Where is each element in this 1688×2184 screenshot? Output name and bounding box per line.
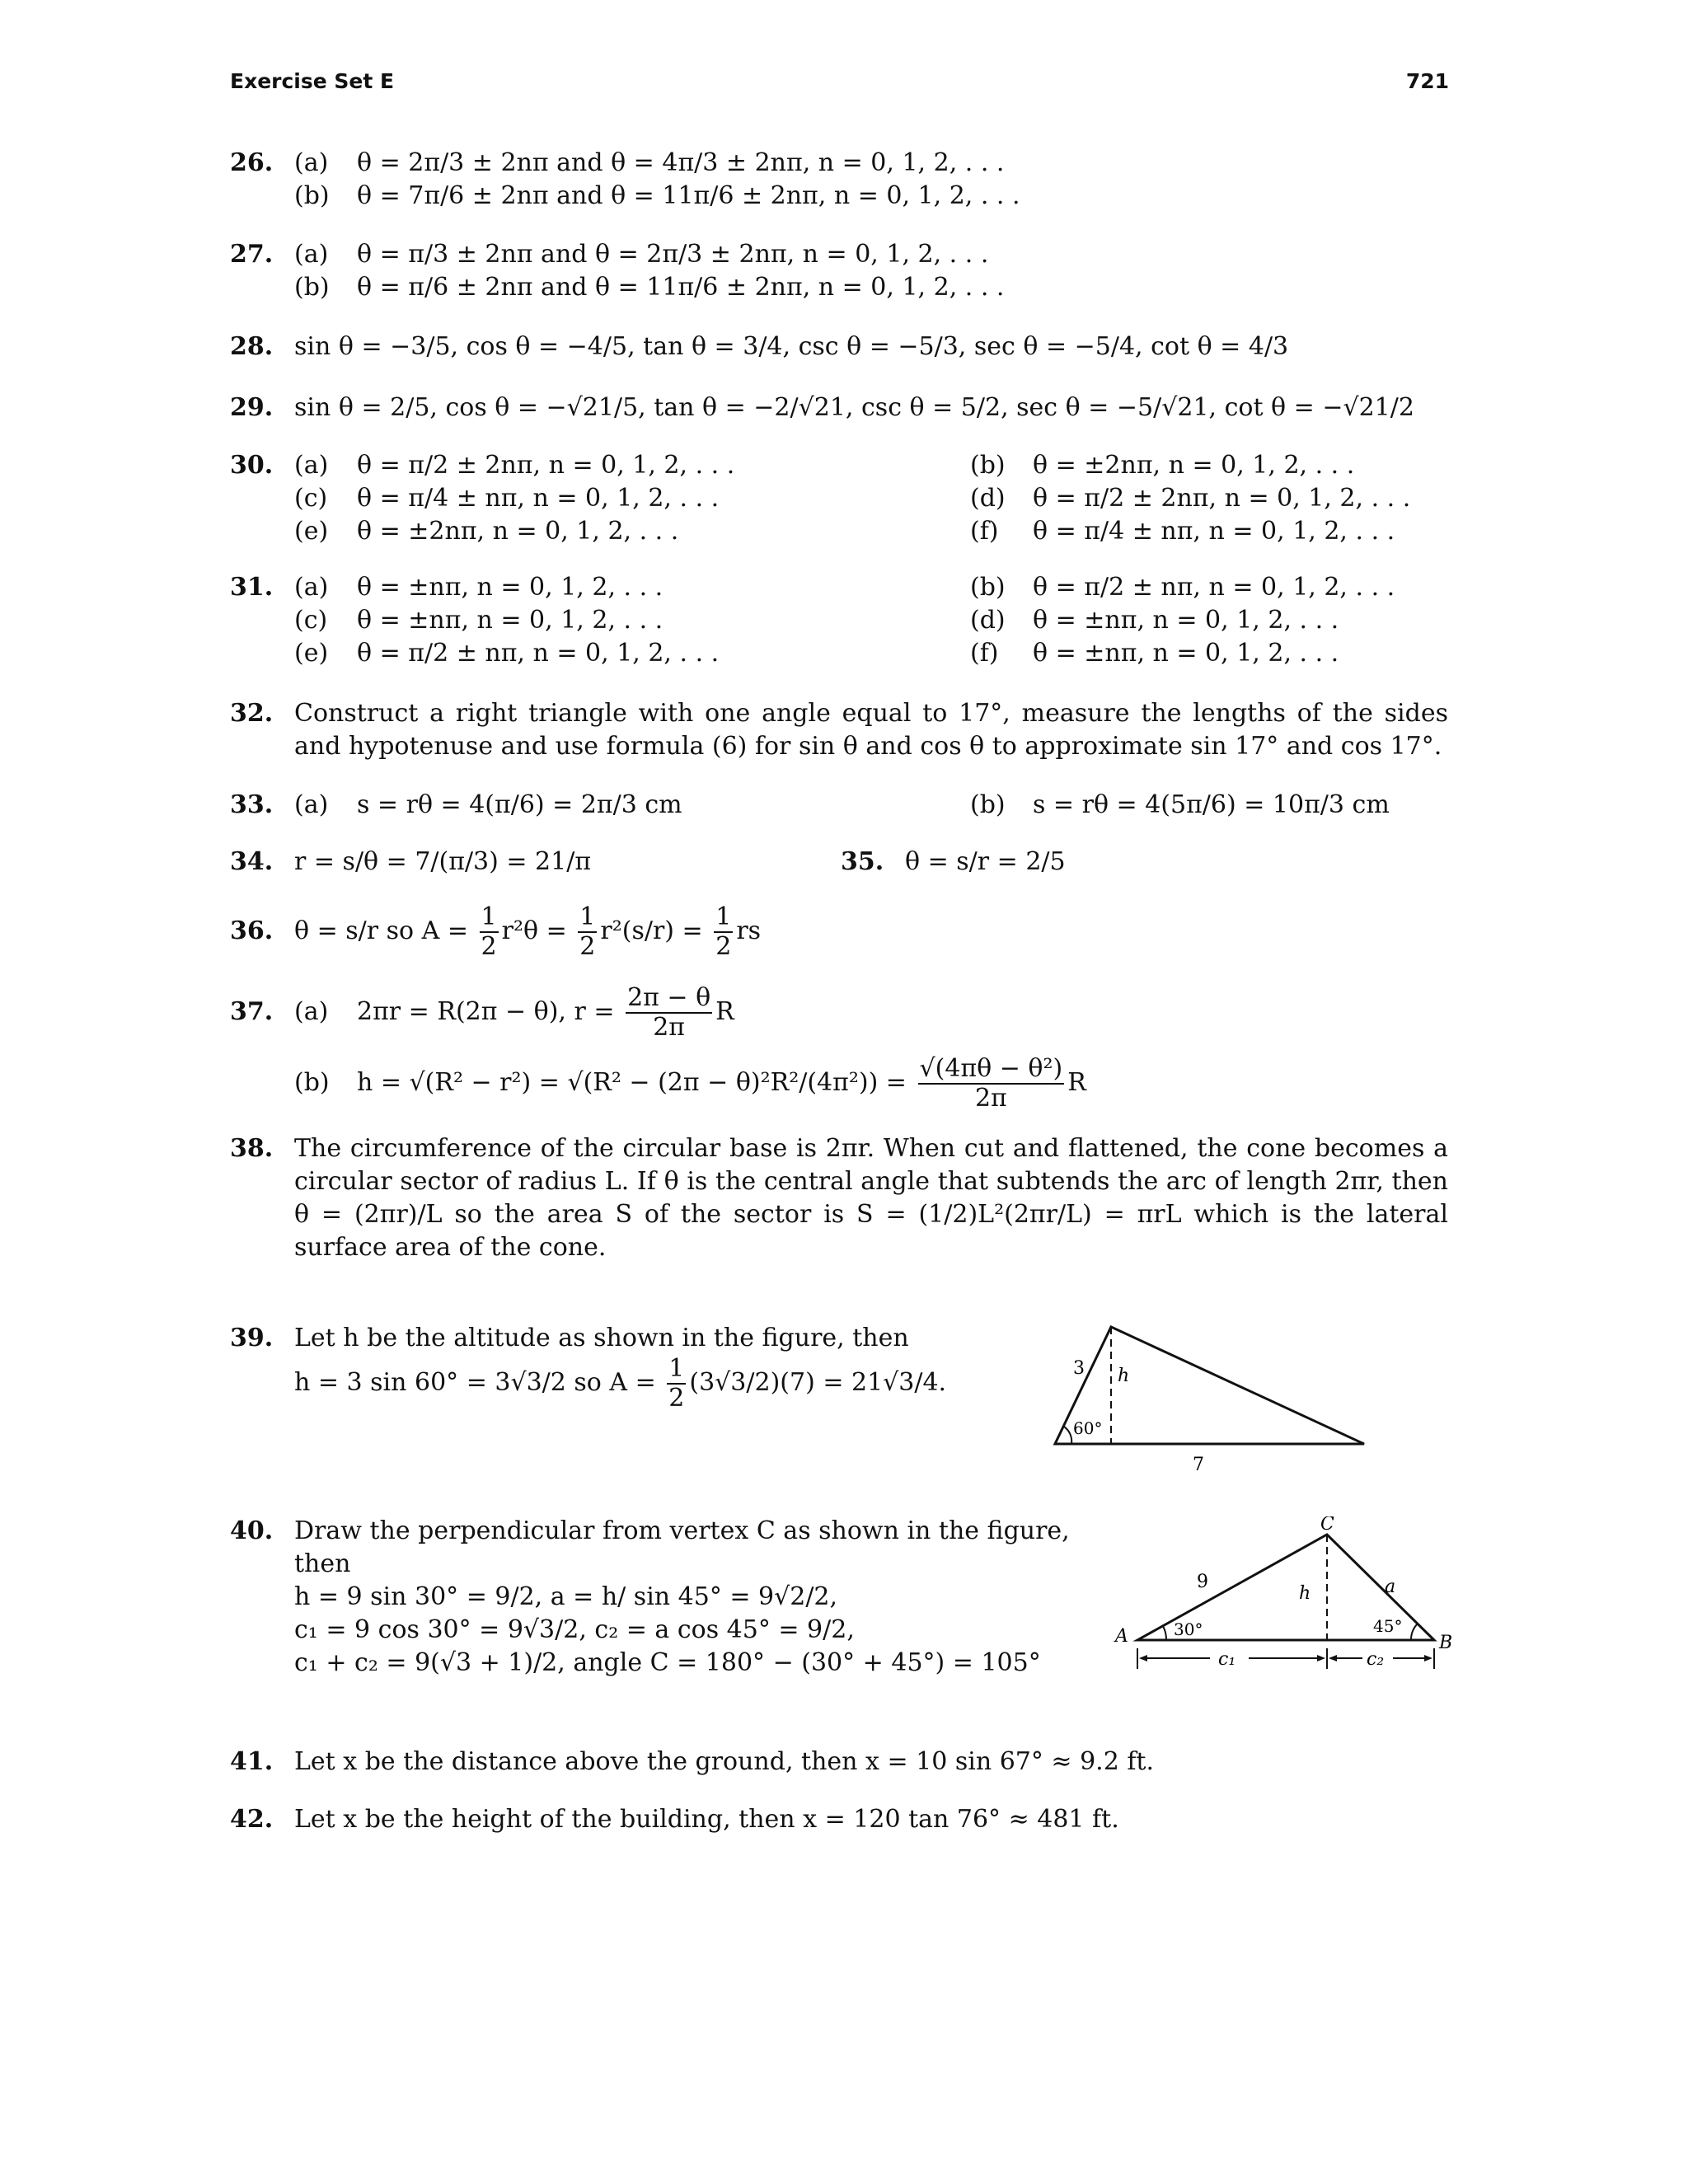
equation-part: (3√3/2)(7) = 21√3/4. [689,1368,947,1397]
exercise-number: 30. [230,451,274,480]
part-label: (a) [294,148,329,177]
angle-arc-B [1411,1624,1418,1640]
exercise-body [294,147,1448,213]
fraction: $\frac{\text{√(4πθ − θ²)}}{2\pi}$ [919,1054,1063,1113]
answer-text: θ = ±nπ, n = 0, 1, 2, . . . [357,606,663,635]
part-label: (f) [970,517,999,546]
part-label: (c) [294,484,328,513]
answer-text: c₁ + c₂ = 9(√3 + 1)/2, angle C = 180° − (30° + 45°) = 105° [294,1648,1041,1677]
fraction: $\frac{1}{2}$ [481,902,497,961]
equation-part: θ = s/r so A = [294,916,468,945]
exercise-31 [230,571,1450,670]
equation-part: 2πr = R(2π − θ), r = [357,997,615,1026]
part-label: (a) [294,997,329,1026]
exercise-number: 28. [230,332,274,361]
exercise-number: 40. [230,1516,274,1545]
fraction: $\frac{1}{2}$ [668,1354,685,1413]
section-title: Exercise Set E [230,69,395,93]
exercise-number: 38. [230,1134,274,1163]
answer-text: Let x be the height of the building, then x = 120 tan 76° ≈ 481 ft. [294,1805,1119,1834]
angle-arc-A [1163,1626,1166,1640]
answer-text: θ = ±nπ, n = 0, 1, 2, . . . [1033,639,1339,668]
answer-text: r = s/θ = 7/(π/3) = 21/π [294,847,592,876]
answer-text: s = rθ = 4(π/6) = 2π/3 cm [357,790,682,819]
exercise-30 [230,449,1450,548]
segment-label: c₁ [1218,1649,1236,1670]
exercise-number: 27. [230,240,274,269]
answer-text: θ = ±2nπ, n = 0, 1, 2, . . . [357,517,679,546]
answer-text: c₁ = 9 cos 30° = 9√3/2, c₂ = a cos 45° = 9/2, [294,1615,855,1644]
angle-label: 45° [1373,1616,1403,1636]
answer-text: h = 9 sin 30° = 9/2, a = h/ sin 45° = 9√2/2, [294,1582,838,1611]
part-label: (e) [294,639,329,668]
answer-text: θ = π/2 ± nπ, n = 0, 1, 2, . . . [1033,573,1395,602]
part-label: (f) [970,639,999,668]
answer-text: sin θ = 2/5, cos θ = −√21/5, tan θ = −2/√21, csc θ = 5/2, sec θ = −5/√21, cot θ = −√21/2 [294,393,1414,422]
side-label: 9 [1197,1572,1208,1592]
exercise-36 [230,898,1450,964]
equation-part: h = 3 sin 60° = 3√3/2 so A = [294,1368,656,1397]
answer-text: θ = π/2 ± nπ, n = 0, 1, 2, . . . [357,639,720,668]
part-label: (d) [970,484,1006,513]
part-label: (b) [294,273,330,302]
exercise-42 [230,1803,1450,1836]
angle-label: 30° [1174,1619,1203,1639]
equation-part: r²(s/r) = [600,916,703,945]
equation-part: R [715,997,734,1026]
answer-text: Draw the perpendicular from vertex C as shown in the figure, [294,1516,1070,1545]
part-label: (b) [294,1068,330,1097]
exercise-number: 41. [230,1747,274,1776]
part-label: (e) [294,517,329,546]
answer-text: θ = 2π/3 ± 2nπ and θ = 4π/3 ± 2nπ, n = 0, 1, 2, . . . [357,148,1005,177]
side-label: a [1385,1577,1396,1597]
exercise-number: 33. [230,790,274,819]
fraction: $\frac{1}{2}$ [715,902,732,961]
angle-arc [1064,1427,1071,1444]
answer-text: θ = ±2nπ, n = 0, 1, 2, . . . [1033,451,1355,480]
exercise-27 [230,238,1450,304]
exercise-number: 39. [230,1324,274,1352]
vertex-label: C [1320,1516,1334,1535]
answer-text: θ = s/r = 2/5 [905,847,1066,876]
exercise-41 [230,1746,1450,1779]
answer-text: θ = 7π/6 ± 2nπ and θ = 11π/6 ± 2nπ, n = 0, 1, 2, . . . [357,181,1020,210]
exercise-29 [230,391,1450,424]
exercise-number: 26. [230,148,274,177]
answer-text: θ = π/4 ± nπ, n = 0, 1, 2, . . . [1033,517,1395,546]
part-label: (b) [294,181,330,210]
exercise-38 [230,1132,1450,1264]
exercise-28 [230,330,1450,363]
exercise-number: 29. [230,393,274,422]
answer-text: Let x be the distance above the ground, then x = 10 sin 67° ≈ 9.2 ft. [294,1747,1155,1776]
answer-text: θ = π/4 ± nπ, n = 0, 1, 2, . . . [357,484,720,513]
answer-text: s = rθ = 4(5π/6) = 10π/3 cm [1033,790,1390,819]
exercise-37 [230,979,1450,1119]
fraction: $\frac{1}{2}$ [579,902,596,961]
answer-text: Construct a right triangle with one angle equal to 17°, measure the lengths of the sides and hypotenuse and use formula (6) for sin θ and cos θ to approximate sin 17° and cos 17°. [294,699,1448,761]
answer-text: sin θ = −3/5, cos θ = −4/5, tan θ = 3/4, csc θ = −5/3, sec θ = −5/4, cot θ = 4/3 [294,332,1289,361]
exercise-26 [230,147,1450,213]
segment-label: c₂ [1367,1649,1385,1670]
answer-text: Let h be the altitude as shown in the figure, then [294,1324,909,1352]
exercise-number: 32. [230,699,274,728]
altitude-label: h [1299,1583,1311,1604]
exercise-number: 34. [230,847,274,876]
part-label: (a) [294,240,329,269]
base-label: 7 [1193,1455,1204,1475]
exercise-number: 35. [841,847,884,876]
exercise-body [294,238,1448,304]
part-label: (b) [970,451,1006,480]
equation-part: rs [736,916,762,945]
angle-label: 60° [1073,1418,1103,1438]
part-label: (a) [294,573,329,602]
part-label: (a) [294,790,329,819]
answer-text: θ = π/2 ± 2nπ, n = 0, 1, 2, . . . [357,451,735,480]
part-label: (a) [294,451,329,480]
side-label: 3 [1073,1358,1085,1379]
fraction: $\frac{2\pi - \theta}{2\pi}$ [627,983,711,1042]
part-label: (d) [970,606,1006,635]
page-number: 721 [1405,69,1449,93]
equation-part: h = √(R² − r²) = √(R² − (2π − θ)²R²/(4π²)) = [357,1068,907,1097]
exercise-number: 31. [230,573,274,602]
vertex-label: A [1115,1626,1128,1647]
equation-part: R [1067,1068,1086,1097]
triangle-figure-39 [1039,1310,1385,1475]
exercise-32 [230,697,1450,763]
answer-text: θ = π/6 ± 2nπ and θ = 11π/6 ± 2nπ, n = 0, 1, 2, . . . [357,273,1005,302]
page-header [230,69,1449,102]
part-label: (c) [294,606,328,635]
answer-text: then [294,1549,351,1578]
equation-part: r²θ = [501,916,567,945]
vertex-label: B [1439,1633,1453,1653]
answer-text: θ = π/3 ± 2nπ and θ = 2π/3 ± 2nπ, n = 0, 1, 2, . . . [357,240,989,269]
answer-text: θ = π/2 ± 2nπ, n = 0, 1, 2, . . . [1033,484,1411,513]
part-label: (b) [970,790,1006,819]
dimension-lines [1137,1648,1434,1669]
answer-text: θ = ±nπ, n = 0, 1, 2, . . . [357,573,663,602]
exercise-number: 42. [230,1805,274,1834]
answer-text: θ = ±nπ, n = 0, 1, 2, . . . [1033,606,1339,635]
triangle-figure-40 [1104,1516,1467,1706]
exercise-33 [230,789,1450,822]
exercise-number: 36. [230,916,274,945]
altitude-label: h [1118,1366,1130,1386]
part-label: (b) [970,573,1006,602]
exercise-35 [841,846,1418,879]
exercise-number: 37. [230,997,274,1026]
answer-text: The circumference of the circular base is 2πr. When cut and flattened, the cone becomes a circular sector of radius L. If θ is the central angle that subtends the arc of length 2πr, then θ = (2πr)/L so the area S of the sector is S = (1/2)L²(2πr/L) = πrL which is the lateral surface area of the cone. [294,1134,1448,1262]
